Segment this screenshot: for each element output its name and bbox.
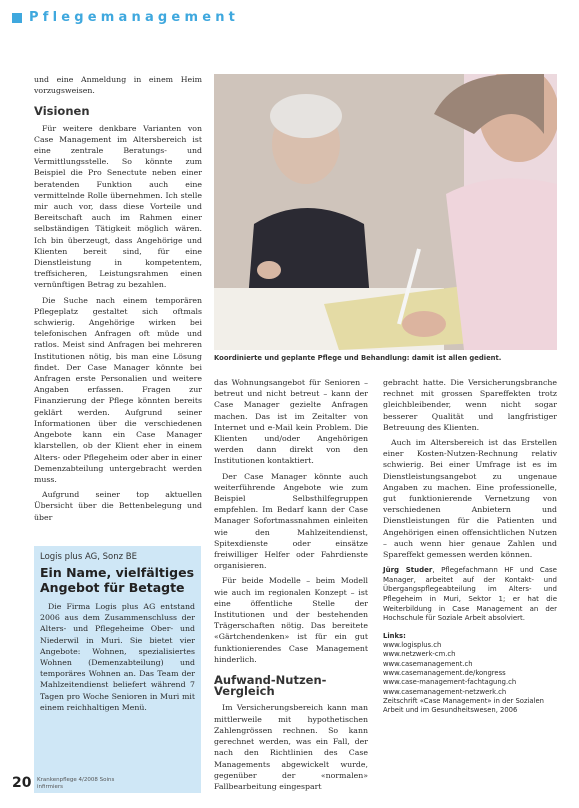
column-middle (214, 377, 368, 796)
col2-paragraph: Der Case Manager könnte auch weiterführende Angebote wie zum Beispiel Selbsthilfegruppen empfehlen. Im Bedarf kann der Case Manager Sofortmassnahmen einleiten wie den Mahlzeitendienst, Spitexdienste oder einsätze freiwilliger Helfer oder Fahrdienste organisieren. (214, 471, 368, 571)
section-header (12, 10, 239, 25)
info-box-logis-plus (34, 546, 201, 793)
col1-paragraph: Aufgrund seiner top aktuellen Übersicht über die Bettenbelegung und über (34, 490, 202, 522)
links-heading: Links: (383, 631, 406, 640)
box-kicker: Logis plus AG, Sonz BE (40, 552, 137, 562)
author-bio-text: , Pflegefachmann HF und Case Manager, arbeitet auf der Kontakt- und Übergangspflegeabteilung im Alters- und Pflegeheim in Muri, Sektor 1; er hat die Weiterbildung in Case Management an der Hochschule für Soziale Arbeit absolviert. (383, 566, 557, 623)
box-paragraph: Die Firma Logis plus AG entstand 2006 aus dem Zusammenschluss der Alters- und Pflegeheime Ober- und Niederwil in Muri. Sie bietet vier Angebote: Wohnen, spezialisiertes Wohnen (Demenzabteilung) und temporäres Wohnen an. Das Team der Mahlzeitendienst beliefert während 7 Tagen pro Woche Senioren in Muri mit einem reichhaltigen Menü. (40, 602, 195, 712)
publication-info: Krankenpflege 4/2008 Soins infirmiers (37, 777, 115, 790)
col1-paragraph: Für weitere denkbare Varianten von Case Management im Altersbereich ist eine zentrale Beratungs- und Vermittlungsstelle. So könnte zum Beispiel die Pro Senectute neben einer beratenden Funktion auch eine vermittelnde Rolle übernehmen. Ich stelle mir auch vor, dass diese Vorteile und Bereitschaft auch im Rahmen einer selbständigen Tätigkeit möglich wären. Ich bin überzeugt, dass Angehörige und Klienten bereit sind, für eine Dienstleistung in kompetentem, treffsicheren, Leistungsrahmen einen vernünftigen Betrag zu bezahlen. (34, 123, 202, 290)
link-item[interactable]: www.netzwerk-cm.ch (383, 650, 456, 659)
photo-caption: Koordinierte und geplante Pflege und Behandlung: damit ist allen gedient. (214, 354, 502, 362)
link-item[interactable]: www.casemanagement.de/kongress (383, 669, 506, 677)
link-item[interactable]: www.logisplus.ch (383, 641, 442, 650)
author-name: Jürg Studer (383, 566, 433, 575)
box-title: Ein Name, vielfältiges Angebot für Betagte (40, 565, 195, 595)
section-marker-square (12, 13, 22, 23)
link-item: Zeitschrift «Case Management» in der Sozialen Arbeit und im Gesundheitswesen, 2006 (383, 696, 544, 715)
link-item[interactable]: www.case-management-fachtagung.ch (383, 678, 517, 687)
col1-intro: und eine Anmeldung in einem Heim vorzugsweisen. (34, 75, 202, 96)
link-item[interactable]: www.casemanagement.ch (383, 659, 473, 668)
article-photo (214, 74, 557, 350)
col3-paragraph: Auch im Altersbereich ist das Erstellen einer Kosten-Nutzen-Rechnung relativ schwierig. Bei einer Umfrage ist es im Dienstleistungsangebot zu ungenaue Angaben zu machen. Eine professionelle, gut funktionierende Vernetzung von verschiedenen Anbietern und Dienstleistungen für die Patienten und Angehörigen einen offensichtlichen Nutzen – auch wenn hier genaue Zahlen und Spareffekt gemessen werden können. (383, 438, 557, 560)
column-left (34, 74, 202, 527)
column-right (383, 377, 557, 715)
section-title: Pflegemanagement (29, 10, 240, 25)
col2-paragraph: das Wohnungsangebot für Senioren – betreut und nicht betreut – kann der Case Manager gezielte Anfragen machen. Das ist im Zeitalter von Internet und e-Mail kein Problem. Die Klienten und/oder Angehörigen werden dann direkt von den Institutionen kontaktiert. (214, 378, 368, 466)
page-number: 20 (12, 775, 32, 791)
heading-visionen: Visionen (34, 104, 90, 119)
box-body (40, 601, 195, 713)
col1-paragraph: Die Suche nach einem temporären Pflegeplatz gestaltet sich oftmals schwierig. Angehörige wirken bei telefonischen Anfragen oft müde und ratlos. Meist sind Anfragen bei mehreren Institutionen nötig, bis man eine Lösung findet. Der Case Manager könnte bei Anfragen erste Personalien und weitere Angaben erfassen. Fragen zur Finanzierung der Pflege könnten bereits geklärt werden. Aufgrund seiner Informationen über die verschiedenen Angebote kann ein Case Manager klarstellen, ob der Klient eher in einem Alters- oder Pflegeheim oder aber in einer Demenzabteilung untergebracht werden muss. (34, 295, 202, 484)
author-bio (383, 566, 557, 624)
col2-paragraph: Im Versicherungsbereich kann man mittlerweile mit hypothetischen Zahlengrössen rechnen. So kann gerechnet werden, was ein Fall, der nach den Richtlinien des Case Managements abgewickelt wurde, gegenüber der «normalen» Fallbearbeitung eingespart (214, 703, 368, 791)
col3-paragraph: gebracht hatte. Die Versicherungsbranche rechnet mit grossen Spareffekten trotz gleichbleibender, wenn nicht sogar besserer Qualität und langfristiger Betreuung des Klienten. (383, 378, 557, 432)
col2-paragraph: Für beide Modelle – beim Modell wie auch im regionalen Konzept – ist eine öffentliche Stelle der Institutionen und der bestehenden Trägerschaften nötig. Das bereitete «Gärtchendenken» ist für ein gut funktionierendes Case Management hinderlich. (214, 576, 368, 664)
link-item[interactable]: www.casemanagement-netzwerk.ch (383, 687, 507, 696)
links-list (383, 632, 557, 716)
heading-aufwand-nutzen: Aufwand-Nutzen-Vergleich (214, 673, 327, 699)
photo-illustration (214, 74, 557, 350)
